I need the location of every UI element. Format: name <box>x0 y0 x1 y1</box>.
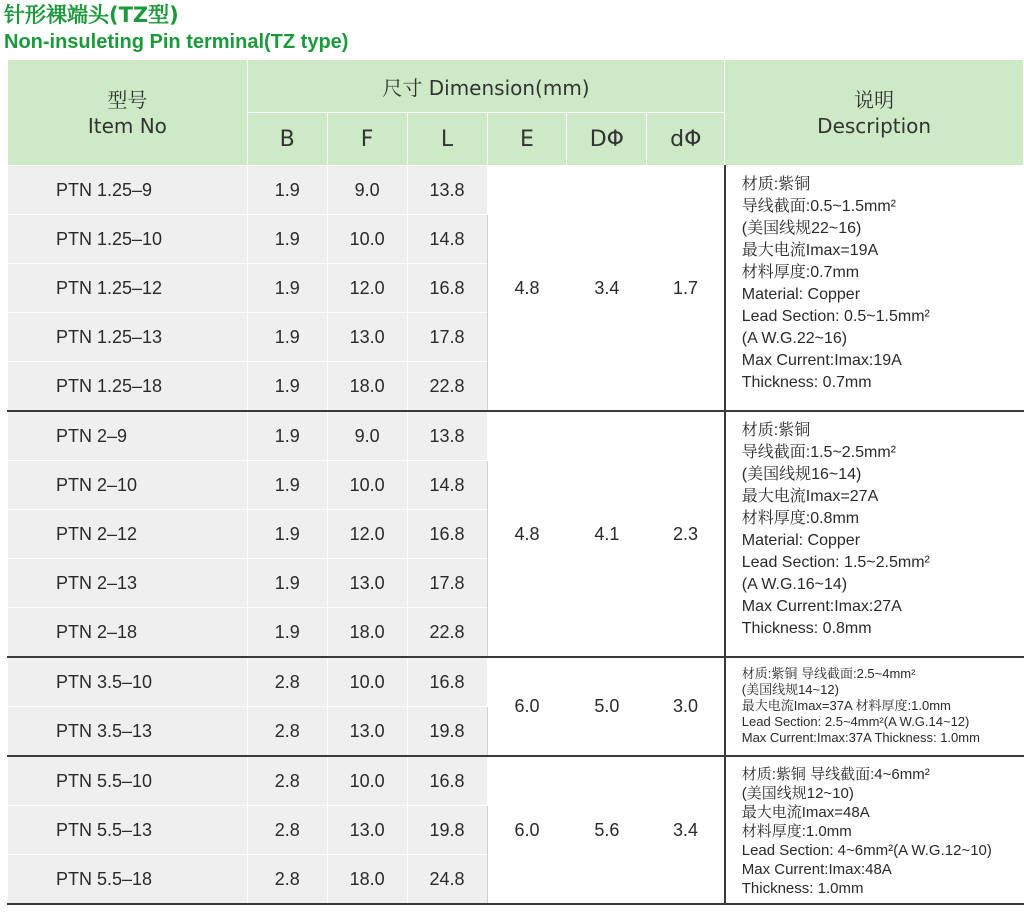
cell-l: 22.8 <box>407 362 487 412</box>
cell-b: 1.9 <box>247 215 327 264</box>
cell-d-outer: 5.6 <box>567 756 647 904</box>
cell-e: 6.0 <box>487 657 567 756</box>
cell-item-no: PTN 3.5–13 <box>8 707 248 757</box>
header-col-f: F <box>327 113 407 166</box>
cell-d-inner: 3.4 <box>647 756 725 904</box>
cell-item-no: PTN 1.25–13 <box>8 313 248 362</box>
cell-b: 1.9 <box>247 559 327 608</box>
cell-b: 1.9 <box>247 166 327 215</box>
cell-e: 4.8 <box>487 411 567 657</box>
cell-f: 13.0 <box>327 806 407 855</box>
cell-b: 2.8 <box>247 806 327 855</box>
cell-description <box>725 166 1024 412</box>
description-line: Thickness: 1.0mm <box>741 880 864 897</box>
description-line: Lead Section: 0.5~1.5mm² <box>741 308 930 325</box>
cell-f: 10.0 <box>327 461 407 510</box>
cell-b: 2.8 <box>247 707 327 757</box>
cell-l: 14.8 <box>407 215 487 264</box>
cell-l: 14.8 <box>407 461 487 510</box>
header-item-cn: 型号 <box>107 87 148 112</box>
cell-f: 12.0 <box>327 510 407 559</box>
cell-description <box>725 657 1024 756</box>
cell-l: 16.8 <box>407 657 487 707</box>
cell-d-inner: 1.7 <box>647 166 725 412</box>
cell-item-no: PTN 1.25–9 <box>8 166 248 215</box>
cell-l: 19.8 <box>407 806 487 855</box>
description-line: 材料厚度:0.7mm <box>741 264 860 281</box>
cell-b: 1.9 <box>247 510 327 559</box>
cell-e: 4.8 <box>487 166 567 412</box>
header-desc-cn: 说明 <box>854 87 895 112</box>
table-body <box>8 166 1024 905</box>
cell-l: 16.8 <box>407 264 487 313</box>
header-col-b: B <box>247 113 327 166</box>
header-item-no <box>8 60 248 166</box>
cell-f: 18.0 <box>327 608 407 658</box>
description-line: Max Current:Imax:19A <box>741 352 902 369</box>
header-item-en: Item No <box>87 113 167 138</box>
cell-l: 13.8 <box>407 411 487 461</box>
cell-b: 1.9 <box>247 461 327 510</box>
header-col-l: L <box>407 113 487 166</box>
description-line: Material: Copper <box>741 532 861 549</box>
description-line: Max Current:Imax:37A Thickness: 1.0mm <box>741 730 980 745</box>
cell-item-no: PTN 2–12 <box>8 510 248 559</box>
cell-d-outer: 3.4 <box>567 166 647 412</box>
cell-item-no: PTN 3.5–10 <box>8 657 248 707</box>
description-line: Lead Section: 2.5~4mm²(A W.G.14~12) <box>741 714 970 729</box>
cell-item-no: PTN 5.5–13 <box>8 806 248 855</box>
description-line: Max Current:Imax:48A <box>741 861 892 878</box>
header-desc-en: Description <box>817 113 932 138</box>
description-line: 材质:紫铜 <box>741 176 811 193</box>
description-line: 导线截面:0.5~1.5mm² <box>741 198 897 215</box>
description-line: Material: Copper <box>741 286 861 303</box>
cell-item-no: PTN 5.5–10 <box>8 756 248 806</box>
spec-table <box>7 59 1024 905</box>
cell-b: 2.8 <box>247 855 327 905</box>
description-line: Lead Section: 4~6mm²(A W.G.12~10) <box>741 842 992 859</box>
table-row <box>8 166 1024 215</box>
cell-l: 16.8 <box>407 510 487 559</box>
description-line: (A W.G.16~14) <box>741 576 848 593</box>
cell-f: 9.0 <box>327 411 407 461</box>
cell-f: 10.0 <box>327 657 407 707</box>
description-line: 材料厚度:0.8mm <box>741 510 860 527</box>
cell-b: 1.9 <box>247 313 327 362</box>
cell-item-no: PTN 2–10 <box>8 461 248 510</box>
cell-item-no: PTN 1.25–10 <box>8 215 248 264</box>
table-row <box>8 657 1024 707</box>
table-row <box>8 411 1024 461</box>
description-line: (美国线规16~14) <box>741 466 862 483</box>
cell-item-no: PTN 1.25–18 <box>8 362 248 412</box>
cell-b: 2.8 <box>247 756 327 806</box>
cell-f: 10.0 <box>327 215 407 264</box>
description-line: (美国线规14~12) <box>741 682 839 697</box>
cell-item-no: PTN 2–18 <box>8 608 248 658</box>
description-line: 材质:紫铜 <box>741 422 811 439</box>
cell-f: 13.0 <box>327 559 407 608</box>
cell-d-outer: 5.0 <box>567 657 647 756</box>
cell-b: 1.9 <box>247 264 327 313</box>
description-line: Thickness: 0.8mm <box>741 620 872 637</box>
description-line: Thickness: 0.7mm <box>741 374 872 391</box>
cell-l: 13.8 <box>407 166 487 215</box>
cell-f: 13.0 <box>327 707 407 757</box>
table-row <box>8 756 1024 806</box>
cell-f: 13.0 <box>327 313 407 362</box>
cell-l: 22.8 <box>407 608 487 658</box>
description-line: (A W.G.22~16) <box>741 330 848 347</box>
cell-f: 18.0 <box>327 855 407 905</box>
cell-b: 1.9 <box>247 608 327 658</box>
description-line: 材质:紫铜 导线截面:4~6mm² <box>741 766 930 783</box>
cell-b: 2.8 <box>247 657 327 707</box>
cell-b: 1.9 <box>247 411 327 461</box>
description-line: Max Current:Imax:27A <box>741 598 902 615</box>
cell-f: 12.0 <box>327 264 407 313</box>
description-line: (美国线规22~16) <box>741 220 862 237</box>
cell-e: 6.0 <box>487 756 567 904</box>
cell-item-no: PTN 5.5–18 <box>8 855 248 905</box>
cell-l: 19.8 <box>407 707 487 757</box>
cell-b: 1.9 <box>247 362 327 412</box>
cell-f: 9.0 <box>327 166 407 215</box>
description-line: 材料厚度:1.0mm <box>741 823 852 840</box>
header-col-d-outer: DΦ <box>567 113 647 166</box>
header-col-d-inner: dΦ <box>647 113 725 166</box>
cell-d-inner: 2.3 <box>647 411 725 657</box>
cell-item-no: PTN 1.25–12 <box>8 264 248 313</box>
cell-description <box>725 756 1024 904</box>
page-title-en: Non-insuleting Pin terminal(TZ type) <box>4 31 349 53</box>
cell-d-outer: 4.1 <box>567 411 647 657</box>
header-description <box>725 60 1024 166</box>
header-dimension: 尺寸 Dimension(mm) <box>247 60 725 113</box>
cell-item-no: PTN 2–13 <box>8 559 248 608</box>
description-line: 材质:紫铜 导线截面:2.5~4mm² <box>741 666 916 681</box>
cell-f: 10.0 <box>327 756 407 806</box>
cell-l: 17.8 <box>407 313 487 362</box>
cell-item-no: PTN 2–9 <box>8 411 248 461</box>
cell-l: 16.8 <box>407 756 487 806</box>
header-col-e: E <box>487 113 567 166</box>
cell-l: 24.8 <box>407 855 487 905</box>
cell-f: 18.0 <box>327 362 407 412</box>
description-line: 最大电流Imax=19A <box>741 242 879 259</box>
description-line: 最大电流Imax=37A 材料厚度:1.0mm <box>741 698 951 713</box>
cell-description <box>725 411 1024 657</box>
cell-l: 17.8 <box>407 559 487 608</box>
description-line: 导线截面:1.5~2.5mm² <box>741 444 897 461</box>
description-line: (美国线规12~10) <box>741 785 854 802</box>
page-title-cn: 针形裸端头(TZ型) <box>4 3 179 27</box>
description-line: 最大电流Imax=27A <box>741 488 879 505</box>
description-line: 最大电流Imax=48A <box>741 804 870 821</box>
description-line: Lead Section: 1.5~2.5mm² <box>741 554 930 571</box>
cell-d-inner: 3.0 <box>647 657 725 756</box>
